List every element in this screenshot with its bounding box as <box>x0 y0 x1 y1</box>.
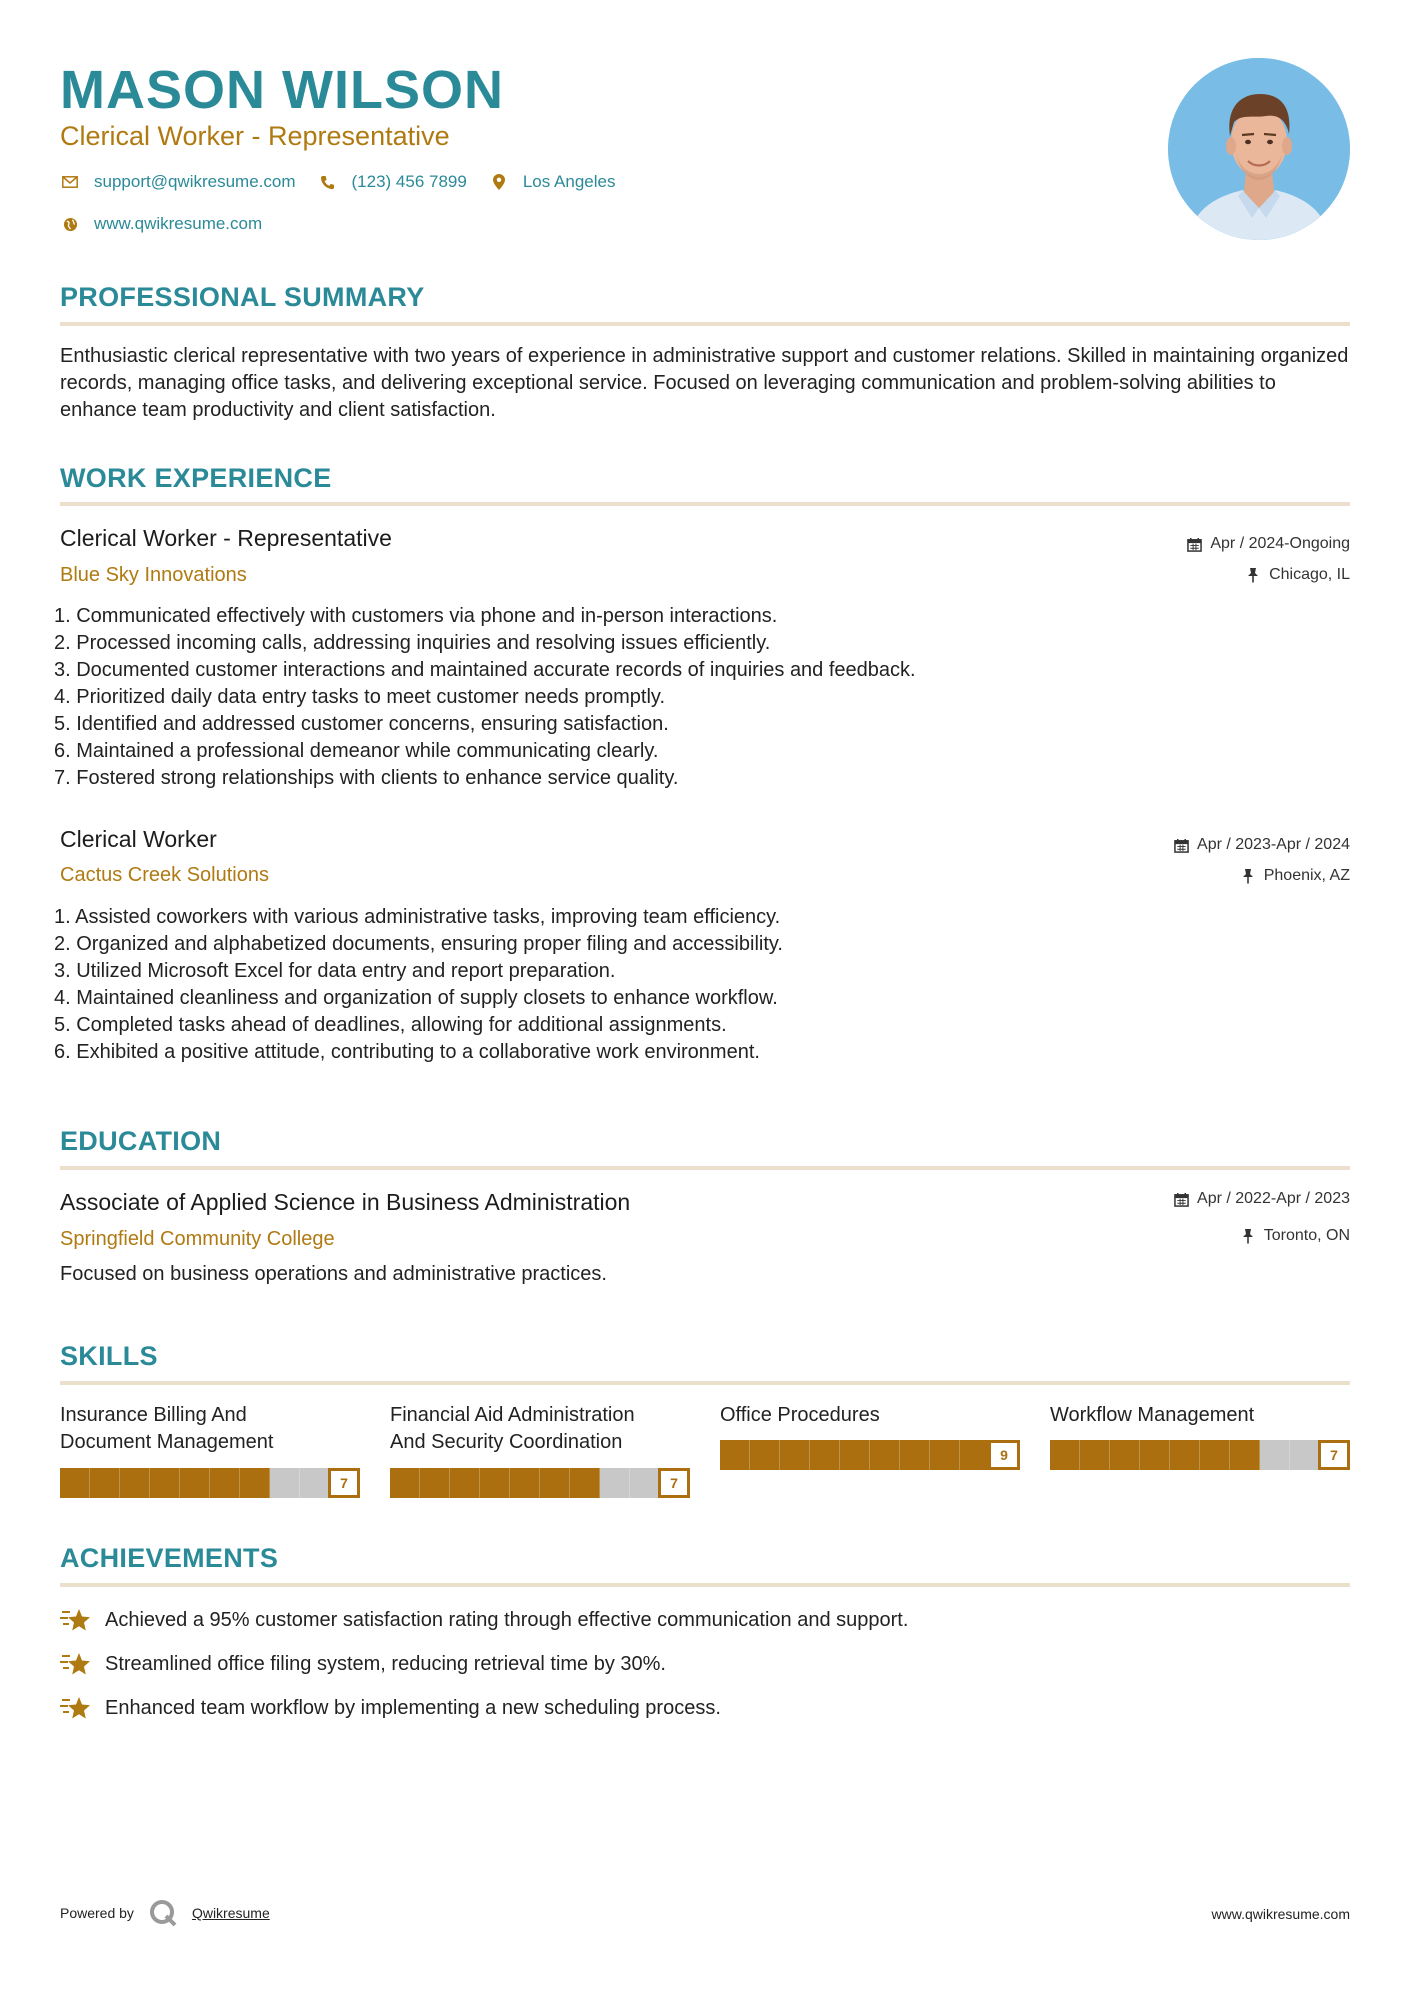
list-item: 6. Exhibited a positive attitude, contributing to a collaborative work environment. <box>54 1041 760 1063</box>
skill-score-badge: 7 <box>1318 1440 1350 1470</box>
job-title: Clerical Worker <box>60 826 217 852</box>
education-dates: Apr / 2022-Apr / 2023 <box>1173 1189 1350 1209</box>
school-name: Springfield Community College <box>60 1228 335 1250</box>
list-item: 5. Identified and addressed customer concerns, ensuring satisfaction. <box>54 713 669 735</box>
skill-bar-segment <box>510 1468 540 1498</box>
experience-heading: WORK EXPERIENCE <box>60 463 332 493</box>
section-divider <box>60 1166 1350 1170</box>
skill-name: Financial Aid Administration And Security Coordination <box>390 1404 635 1453</box>
skill-bar-segment <box>1140 1440 1170 1470</box>
contact-row <box>60 172 637 192</box>
skill-bar-segment <box>1290 1440 1320 1470</box>
list-item: 6. Maintained a professional demeanor while communicating clearly. <box>54 740 659 762</box>
skill-bar-segment <box>960 1440 990 1470</box>
star-icon <box>60 1694 92 1722</box>
skill-bar-segment <box>750 1440 780 1470</box>
skill-bar-segment <box>120 1468 150 1498</box>
skill-level-bar <box>720 1440 1020 1470</box>
job-location: Phoenix, AZ <box>1240 866 1350 886</box>
list-item: 3. Documented customer interactions and maintained accurate records of inquiries and feedback. <box>54 659 916 681</box>
skill-name: Workflow Management <box>1050 1404 1255 1426</box>
skill-bar-segment <box>270 1468 300 1498</box>
achievement-item: Achieved a 95% customer satisfaction rating through effective communication and support. <box>60 1606 908 1634</box>
website-row <box>60 214 284 234</box>
skill-item <box>390 1402 690 1491</box>
skill-bar-segment <box>780 1440 810 1470</box>
website-link[interactable]: www.qwikresume.com <box>94 214 263 233</box>
section-divider <box>60 322 1350 326</box>
skill-score-badge: 7 <box>658 1468 690 1498</box>
email-link[interactable]: support@qwikresume.com <box>94 172 296 191</box>
skill-level-bar <box>390 1468 690 1498</box>
skill-bar-segment <box>840 1440 870 1470</box>
qwikresume-logo-icon <box>148 1898 178 1928</box>
skill-bar-segment <box>60 1468 90 1498</box>
section-divider <box>60 1583 1350 1587</box>
location-text: Los Angeles <box>522 172 616 191</box>
skill-bar-segment <box>1200 1440 1230 1470</box>
job-dates: Apr / 2023-Apr / 2024 <box>1173 835 1350 855</box>
skill-bar-segment <box>540 1468 570 1498</box>
skill-bar-segment <box>480 1468 510 1498</box>
skill-bar-segment <box>240 1468 270 1498</box>
skill-bar-segment <box>870 1440 900 1470</box>
calendar-icon <box>1173 1191 1189 1207</box>
footer-powered-by: Powered by Qwikresume <box>60 1898 270 1928</box>
skill-bar-segment <box>1170 1440 1200 1470</box>
skills-heading: SKILLS <box>60 1341 158 1371</box>
achievements-heading: ACHIEVEMENTS <box>60 1543 279 1573</box>
summary-heading: PROFESSIONAL SUMMARY <box>60 282 425 312</box>
list-item: 4. Prioritized daily data entry tasks to meet customer needs promptly. <box>54 686 666 708</box>
skill-bar-segment <box>180 1468 210 1498</box>
skill-level-bar <box>1050 1440 1350 1470</box>
company-name: Blue Sky Innovations <box>60 564 247 586</box>
job-location: Chicago, IL <box>1245 565 1350 585</box>
job-title: Clerical Worker - Representative <box>60 525 392 551</box>
education-location: Toronto, ON <box>1240 1226 1350 1246</box>
skill-bar-segment <box>810 1440 840 1470</box>
profile-photo <box>1168 58 1350 240</box>
list-item: 7. Fostered strong relationships with clients to enhance service quality. <box>54 767 679 789</box>
skill-bar-segment <box>930 1440 960 1470</box>
brand-link[interactable]: Qwikresume <box>191 1905 270 1921</box>
skill-bar-segment <box>420 1468 450 1498</box>
skill-bar-segment <box>900 1440 930 1470</box>
candidate-name: MASON WILSON <box>60 60 504 120</box>
skill-bar-segment <box>300 1468 330 1498</box>
skill-bar-segment <box>1050 1440 1080 1470</box>
skill-name: Office Procedures <box>720 1404 880 1426</box>
skill-bar-segment <box>150 1468 180 1498</box>
skill-bar-segment <box>1260 1440 1290 1470</box>
skill-bar-segment <box>570 1468 600 1498</box>
education-description: Focused on business operations and administrative practices. <box>60 1263 607 1285</box>
list-item: 4. Maintained cleanliness and organization of supply closets to enhance workflow. <box>54 987 778 1009</box>
skill-item <box>1050 1402 1350 1463</box>
section-divider <box>60 1381 1350 1385</box>
education-heading: EDUCATION <box>60 1126 222 1156</box>
list-item: 1. Communicated effectively with customers via phone and in-person interactions. <box>54 605 778 627</box>
calendar-icon <box>1186 536 1202 552</box>
skill-score-badge: 7 <box>328 1468 360 1498</box>
calendar-icon <box>1173 837 1189 853</box>
skill-bar-segment <box>600 1468 630 1498</box>
skill-bar-segment <box>390 1468 420 1498</box>
star-icon <box>60 1650 92 1678</box>
mail-icon <box>60 172 80 192</box>
location-pin-icon <box>489 172 509 192</box>
skill-bar-segment <box>720 1440 750 1470</box>
company-name: Cactus Creek Solutions <box>60 864 269 886</box>
skill-bar-segment <box>450 1468 480 1498</box>
skill-bar-segment <box>1110 1440 1140 1470</box>
skill-item <box>720 1402 1020 1463</box>
job-bullets <box>54 603 1344 792</box>
skill-name: Insurance Billing And Document Management <box>60 1404 274 1453</box>
phone-icon <box>318 172 338 192</box>
achievement-item: Streamlined office filing system, reducing retrieval time by 30%. <box>60 1650 666 1678</box>
skill-bar-segment <box>90 1468 120 1498</box>
skill-bar-segment <box>210 1468 240 1498</box>
globe-icon <box>60 214 80 234</box>
achievement-item: Enhanced team workflow by implementing a new scheduling process. <box>60 1694 721 1722</box>
job-bullets <box>54 904 1344 1066</box>
skill-item <box>60 1402 360 1491</box>
list-item: 2. Processed incoming calls, addressing inquiries and resolving issues efficiently. <box>54 632 771 654</box>
list-item: 5. Completed tasks ahead of deadlines, allowing for additional assignments. <box>54 1014 727 1036</box>
candidate-role: Clerical Worker - Representative <box>60 121 450 151</box>
skill-level-bar <box>60 1468 360 1498</box>
job-dates: Apr / 2024-Ongoing <box>1186 534 1350 554</box>
skill-bar-segment <box>1080 1440 1110 1470</box>
pushpin-icon <box>1240 868 1256 884</box>
section-divider <box>60 502 1350 506</box>
phone-number[interactable]: (123) 456 7899 <box>351 172 467 191</box>
pushpin-icon <box>1245 567 1261 583</box>
degree-title: Associate of Applied Science in Business Administration <box>60 1189 631 1215</box>
list-item: 1. Assisted coworkers with various administrative tasks, improving team efficiency. <box>54 906 781 928</box>
star-icon <box>60 1606 92 1634</box>
pushpin-icon <box>1240 1228 1256 1244</box>
skill-bar-segment <box>1230 1440 1260 1470</box>
footer-website-link[interactable]: www.qwikresume.com <box>1211 1906 1350 1922</box>
list-item: 2. Organized and alphabetized documents, ensuring proper filing and accessibility. <box>54 933 783 955</box>
list-item: 3. Utilized Microsoft Excel for data entry and report preparation. <box>54 960 616 982</box>
skill-bar-segment <box>630 1468 660 1498</box>
summary-text: Enthusiastic clerical representative with two years of experience in administrative support and customer relations. Skilled in maintaining organized records, managing office tasks, and delivering exceptional service. Focused on leveraging communication and problem-solving abilities to enhance team productivity and client satisfaction. <box>60 345 1349 421</box>
skill-score-badge: 9 <box>988 1440 1020 1470</box>
